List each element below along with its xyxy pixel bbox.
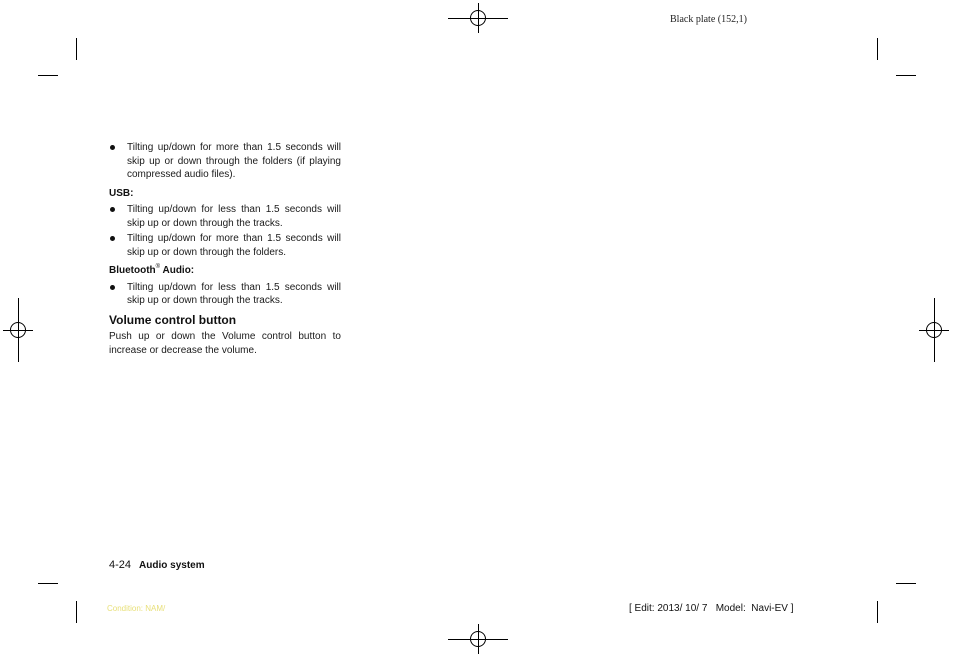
volume-paragraph: Push up or down the Volume control button to increase or decrease the volume.: [109, 331, 341, 356]
registered-mark: ®: [155, 264, 161, 270]
crop-mark-bottom-left-v: [76, 601, 77, 623]
crop-mark-top-left-h: [38, 75, 58, 76]
volume-section-title: Volume control button: [109, 312, 237, 327]
footer-section-name: Audio system: [139, 560, 205, 571]
bullet-dot-icon: [110, 285, 115, 290]
crop-mark-bottom-right-v: [877, 601, 878, 623]
crop-mark-top-right-h: [896, 75, 916, 76]
crop-mark-top-left-v: [76, 38, 77, 60]
bullet-dot-icon: [110, 207, 115, 212]
crop-mark-bottom-left-h: [38, 583, 58, 584]
registration-mark-top: [463, 3, 493, 33]
crop-mark-bottom-right-h: [896, 583, 916, 584]
page-number: 4-24: [109, 559, 132, 571]
plate-label: Black plate (152,1): [670, 14, 747, 25]
usb-heading: USB:: [109, 187, 134, 199]
bullet-dot-icon: [110, 236, 115, 241]
registration-line-left: [18, 298, 19, 362]
content-column: [109, 141, 341, 357]
registration-line-right: [934, 298, 935, 362]
list-item: Tilting up/down for more than 1.5 seconds will skip up or down through the folders.: [109, 232, 341, 259]
usb-bullet-list: [109, 203, 341, 259]
list-item: Tilting up/down for more than 1.5 seconds will skip up or down through the folders (if playing compressed audio files).: [109, 141, 341, 182]
bullet-dot-icon: [110, 145, 115, 150]
edit-info: [ Edit: 2013/ 10/ 7 Model: Navi-EV ]: [629, 603, 794, 614]
intro-bullet-list: [109, 141, 341, 182]
bluetooth-heading: Bluetooth® Audio:: [109, 264, 195, 276]
list-item: Tilting up/down for less than 1.5 seconds will skip up or down through the tracks.: [109, 281, 341, 308]
registration-mark-bottom: [463, 624, 493, 654]
condition-label: Condition: NAM/: [107, 604, 166, 613]
crop-mark-top-right-v: [877, 38, 878, 60]
list-item: Tilting up/down for less than 1.5 seconds will skip up or down through the tracks.: [109, 203, 341, 230]
bluetooth-bullet-list: [109, 281, 341, 308]
page-footer: [109, 559, 205, 571]
